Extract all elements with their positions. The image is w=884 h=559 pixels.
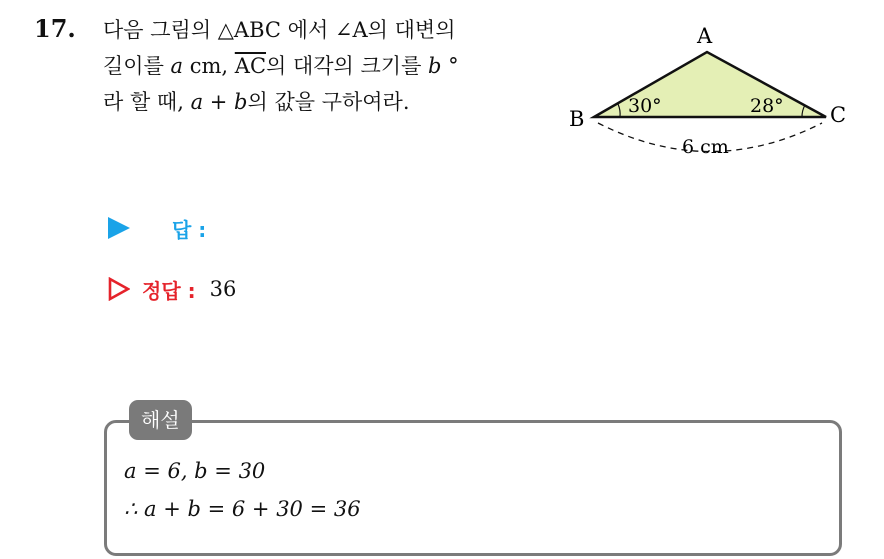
angle-b-label: 30° [628,95,662,117]
correct-answer-row [108,274,236,304]
vertex-b-label: B [569,107,585,131]
answer-label: 답 : [172,217,207,242]
side-bc-label: 6 cm [682,136,729,158]
solution-line-1: a = 6, b = 30 [124,459,266,483]
question-line-1: 다음 그림의 △ABC 에서 ∠A의 대변의 [103,18,456,42]
angle-c-label: 28° [750,95,784,117]
correct-arrow-icon [108,277,130,301]
question-text [103,12,553,120]
solution-text [124,452,361,528]
question-line-2: 길이를 a cm, $\overline{AC}$의 대각의 크기를 b ° [103,54,459,78]
vertex-c-label: C [830,103,847,127]
vertex-a-label: A [697,24,713,48]
question-line-3: 라 할 때, a + b의 값을 구하여라. [103,90,410,114]
answer-row [108,213,220,243]
expr-a-plus-b: a + b [190,90,248,114]
correct-answer-label: 정답 : [142,278,196,303]
var-a: a [170,54,184,78]
question-number: 17. [34,14,76,43]
answer-arrow-icon [108,217,130,239]
segment-ac: $\overline{AC}$ [234,54,267,78]
solution-tag: 해설 [129,400,192,440]
triangle-figure [560,20,860,170]
solution-line-2: ∴ a + b = 6 + 30 = 36 [124,497,361,521]
correct-answer-value: 36 [209,277,237,301]
var-b: b [428,54,442,78]
